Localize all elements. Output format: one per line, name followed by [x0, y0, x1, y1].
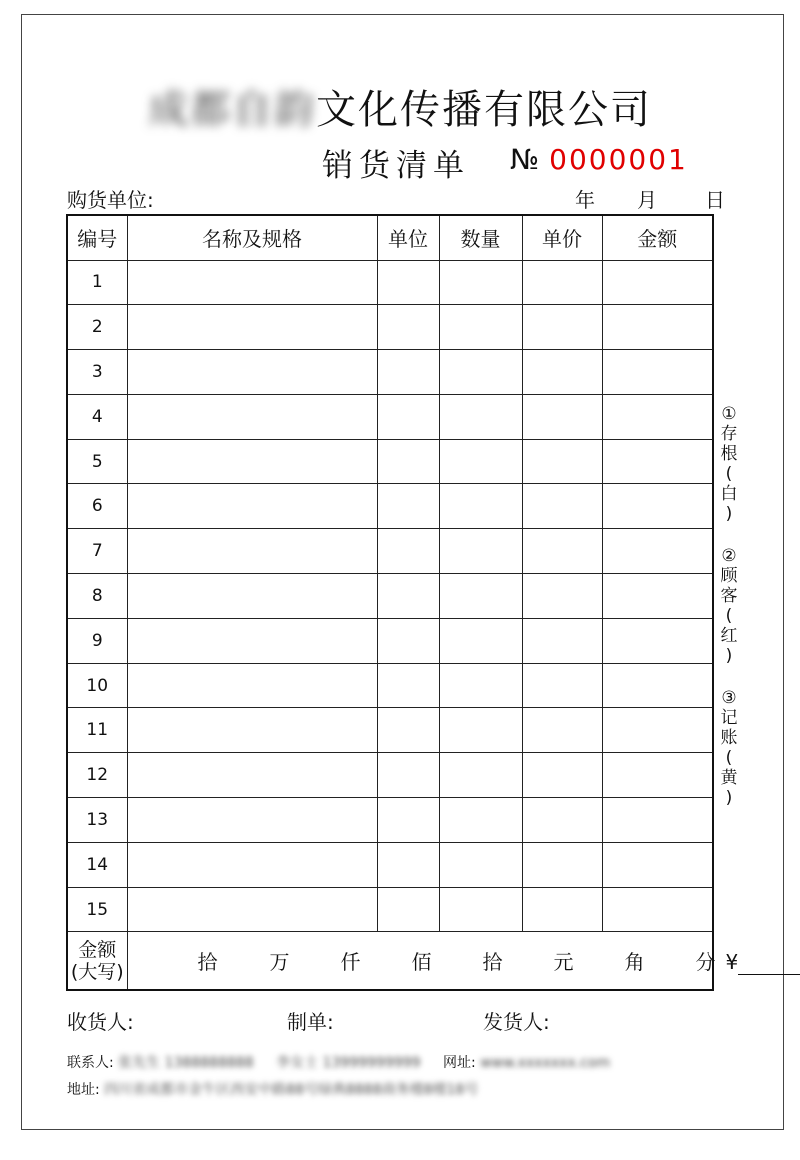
cell-name-spec[interactable] — [127, 663, 377, 708]
cell-unit-price[interactable] — [522, 439, 602, 484]
copy-note-char: 根 — [720, 444, 738, 464]
contact-row — [67, 1052, 727, 1072]
table-row — [67, 798, 713, 843]
cell-unit-price[interactable] — [522, 753, 602, 798]
copy-note-char: 黄 — [720, 768, 738, 788]
cell-name-spec[interactable] — [127, 394, 377, 439]
cell-unit[interactable] — [377, 260, 439, 305]
cell-unit-price[interactable] — [522, 663, 602, 708]
cell-quantity[interactable] — [439, 798, 522, 843]
copy-note-char: 客 — [720, 586, 738, 606]
table-row — [67, 887, 713, 932]
cell-unit-price[interactable] — [522, 305, 602, 350]
amount-units — [198, 946, 726, 975]
cell-quantity[interactable] — [439, 350, 522, 395]
table-row — [67, 439, 713, 484]
cell-quantity[interactable] — [439, 439, 522, 484]
company-name — [0, 78, 800, 135]
header-unit-price: 单价 — [522, 215, 602, 260]
cell-name-spec[interactable] — [127, 887, 377, 932]
cell-quantity[interactable] — [439, 484, 522, 529]
row-number: 3 — [67, 350, 127, 395]
table-row — [67, 618, 713, 663]
cell-unit[interactable] — [377, 798, 439, 843]
cell-quantity[interactable] — [439, 394, 522, 439]
date-year-label: 年 — [575, 188, 595, 212]
cell-quantity[interactable] — [439, 753, 522, 798]
cell-name-spec[interactable] — [127, 618, 377, 663]
cell-unit[interactable] — [377, 305, 439, 350]
cell-unit-price[interactable] — [522, 887, 602, 932]
cell-amount[interactable] — [602, 887, 713, 932]
cell-unit[interactable] — [377, 484, 439, 529]
table-row — [67, 574, 713, 619]
total-row — [67, 932, 713, 990]
cell-amount[interactable] — [602, 842, 713, 887]
cell-unit-price[interactable] — [522, 394, 602, 439]
copy-note-char: ( — [725, 606, 733, 626]
total-label — [67, 932, 127, 990]
table-row — [67, 708, 713, 753]
cell-amount[interactable] — [602, 663, 713, 708]
row-number: 10 — [67, 663, 127, 708]
copy-note-char: ) — [725, 504, 733, 524]
cell-unit-price[interactable] — [522, 618, 602, 663]
cell-unit-price[interactable] — [522, 350, 602, 395]
copy-note-char: ) — [725, 788, 733, 808]
cell-unit[interactable] — [377, 708, 439, 753]
row-number: 2 — [67, 305, 127, 350]
contact-blurred-1: 张先生 1388888888 — [118, 1055, 254, 1071]
cell-unit[interactable] — [377, 753, 439, 798]
table-row — [67, 529, 713, 574]
copy-note-char: 红 — [720, 626, 738, 646]
copy-note — [718, 688, 740, 808]
date-month-label: 月 — [637, 188, 657, 212]
table-row — [67, 394, 713, 439]
row-number: 6 — [67, 484, 127, 529]
amount-unit: 角 — [624, 950, 645, 975]
copy-note-char: 顾 — [720, 566, 738, 586]
row-number: 7 — [67, 529, 127, 574]
cell-amount[interactable] — [602, 618, 713, 663]
copy-note — [718, 546, 740, 666]
cell-amount[interactable] — [602, 394, 713, 439]
cell-quantity[interactable] — [439, 529, 522, 574]
copy-note-number: ③ — [721, 688, 737, 708]
cell-amount[interactable] — [602, 484, 713, 529]
cell-amount[interactable] — [602, 260, 713, 305]
copy-note-number: ① — [721, 404, 737, 424]
table-row — [67, 842, 713, 887]
row-number: 14 — [67, 842, 127, 887]
amount-in-words — [127, 932, 739, 990]
cell-name-spec[interactable] — [127, 574, 377, 619]
cell-amount[interactable] — [602, 798, 713, 843]
total-label-line2: (大写) — [70, 960, 124, 983]
maker-label: 制单: — [287, 1010, 334, 1034]
cell-unit[interactable] — [377, 350, 439, 395]
buyer-label: 购货单位: — [67, 188, 154, 212]
cell-name-spec[interactable] — [127, 305, 377, 350]
cell-unit[interactable] — [377, 663, 439, 708]
cell-unit[interactable] — [377, 439, 439, 484]
copy-note-char: ) — [725, 646, 733, 666]
yen-symbol: ¥ — [725, 950, 739, 975]
cell-name-spec[interactable] — [127, 529, 377, 574]
cell-unit[interactable] — [377, 842, 439, 887]
cell-name-spec[interactable] — [127, 798, 377, 843]
cell-unit[interactable] — [377, 574, 439, 619]
copy-note-char: 账 — [720, 728, 738, 748]
table-row — [67, 350, 713, 395]
header-amount: 金额 — [602, 215, 713, 260]
buyer-row — [67, 184, 727, 212]
company-name-blurred: 成都自韵 — [148, 87, 316, 133]
cell-quantity[interactable] — [439, 663, 522, 708]
cell-quantity[interactable] — [439, 618, 522, 663]
cell-name-spec[interactable] — [127, 439, 377, 484]
cell-quantity[interactable] — [439, 260, 522, 305]
copy-note — [718, 404, 740, 524]
cell-amount[interactable] — [602, 753, 713, 798]
table-row — [67, 753, 713, 798]
copy-note-char: ( — [725, 464, 733, 484]
cell-quantity[interactable] — [439, 574, 522, 619]
amount-unit: 元 — [553, 950, 574, 975]
copy-note-char: 记 — [720, 708, 738, 728]
table-row — [67, 260, 713, 305]
row-number: 5 — [67, 439, 127, 484]
cell-amount[interactable] — [602, 708, 713, 753]
cell-quantity[interactable] — [439, 708, 522, 753]
cell-quantity[interactable] — [439, 305, 522, 350]
row-number: 12 — [67, 753, 127, 798]
amount-unit: 拾 — [482, 950, 503, 975]
cell-unit-price[interactable] — [522, 798, 602, 843]
copy-notes — [718, 404, 740, 830]
row-number: 13 — [67, 798, 127, 843]
cell-quantity[interactable] — [439, 842, 522, 887]
row-number: 11 — [67, 708, 127, 753]
total-label-line1: 金额 — [78, 938, 117, 961]
goods-table — [66, 214, 739, 991]
table-row — [67, 305, 713, 350]
table-row — [67, 663, 713, 708]
address-label: 地址: — [67, 1082, 100, 1098]
header-quantity: 数量 — [439, 215, 522, 260]
header-unit: 单位 — [377, 215, 439, 260]
cell-unit-price[interactable] — [522, 529, 602, 574]
cell-unit[interactable] — [377, 394, 439, 439]
cell-amount[interactable] — [602, 529, 713, 574]
address-blurred: 四川省成都市金牛区西安中路88号绿典8888商务楼8楼18号 — [104, 1082, 479, 1098]
cell-quantity[interactable] — [439, 887, 522, 932]
cell-unit-price[interactable] — [522, 708, 602, 753]
cell-unit-price[interactable] — [522, 260, 602, 305]
address-row — [67, 1079, 727, 1099]
header-number: 编号 — [67, 215, 127, 260]
row-number: 1 — [67, 260, 127, 305]
serial-number-line — [510, 143, 688, 176]
cell-name-spec[interactable] — [127, 484, 377, 529]
company-name-suffix: 文化传播有限公司 — [316, 87, 652, 133]
shipper-label: 发货人: — [483, 1010, 550, 1034]
row-number: 4 — [67, 394, 127, 439]
yen-amount-blank[interactable] — [738, 955, 800, 975]
date-day-label: 日 — [705, 188, 725, 212]
copy-note-char: 白 — [720, 484, 738, 504]
cell-name-spec[interactable] — [127, 708, 377, 753]
cell-unit[interactable] — [377, 887, 439, 932]
cell-name-spec[interactable] — [127, 753, 377, 798]
amount-unit: 分 — [695, 950, 716, 975]
document-title: 销货清单 — [322, 148, 470, 184]
website-blurred: www.xxxxxxx.com — [480, 1055, 611, 1071]
row-number: 8 — [67, 574, 127, 619]
contact-blurred-2: 李女士 13999999999 — [276, 1055, 421, 1071]
cell-name-spec[interactable] — [127, 350, 377, 395]
cell-unit[interactable] — [377, 529, 439, 574]
website-label: 网址: — [443, 1055, 476, 1071]
table-header-row — [67, 215, 713, 260]
cell-unit-price[interactable] — [522, 484, 602, 529]
amount-unit: 仟 — [340, 950, 361, 975]
amount-unit: 佰 — [411, 950, 432, 975]
cell-name-spec[interactable] — [127, 842, 377, 887]
cell-unit-price[interactable] — [522, 842, 602, 887]
cell-amount[interactable] — [602, 574, 713, 619]
cell-amount[interactable] — [602, 350, 713, 395]
amount-unit: 万 — [269, 950, 290, 975]
cell-amount[interactable] — [602, 439, 713, 484]
cell-name-spec[interactable] — [127, 260, 377, 305]
header-name-spec: 名称及规格 — [127, 215, 377, 260]
number-symbol: № — [510, 143, 540, 176]
cell-amount[interactable] — [602, 305, 713, 350]
cell-unit-price[interactable] — [522, 574, 602, 619]
copy-note-number: ② — [721, 546, 737, 566]
amount-unit: 拾 — [197, 950, 218, 975]
receiver-label: 收货人: — [67, 1010, 134, 1034]
serial-number: 0000001 — [549, 143, 688, 176]
copy-note-char: ( — [725, 748, 733, 768]
row-number: 15 — [67, 887, 127, 932]
cell-unit[interactable] — [377, 618, 439, 663]
contact-label: 联系人: — [67, 1055, 114, 1071]
copy-note-char: 存 — [720, 424, 738, 444]
table-row — [67, 484, 713, 529]
row-number: 9 — [67, 618, 127, 663]
